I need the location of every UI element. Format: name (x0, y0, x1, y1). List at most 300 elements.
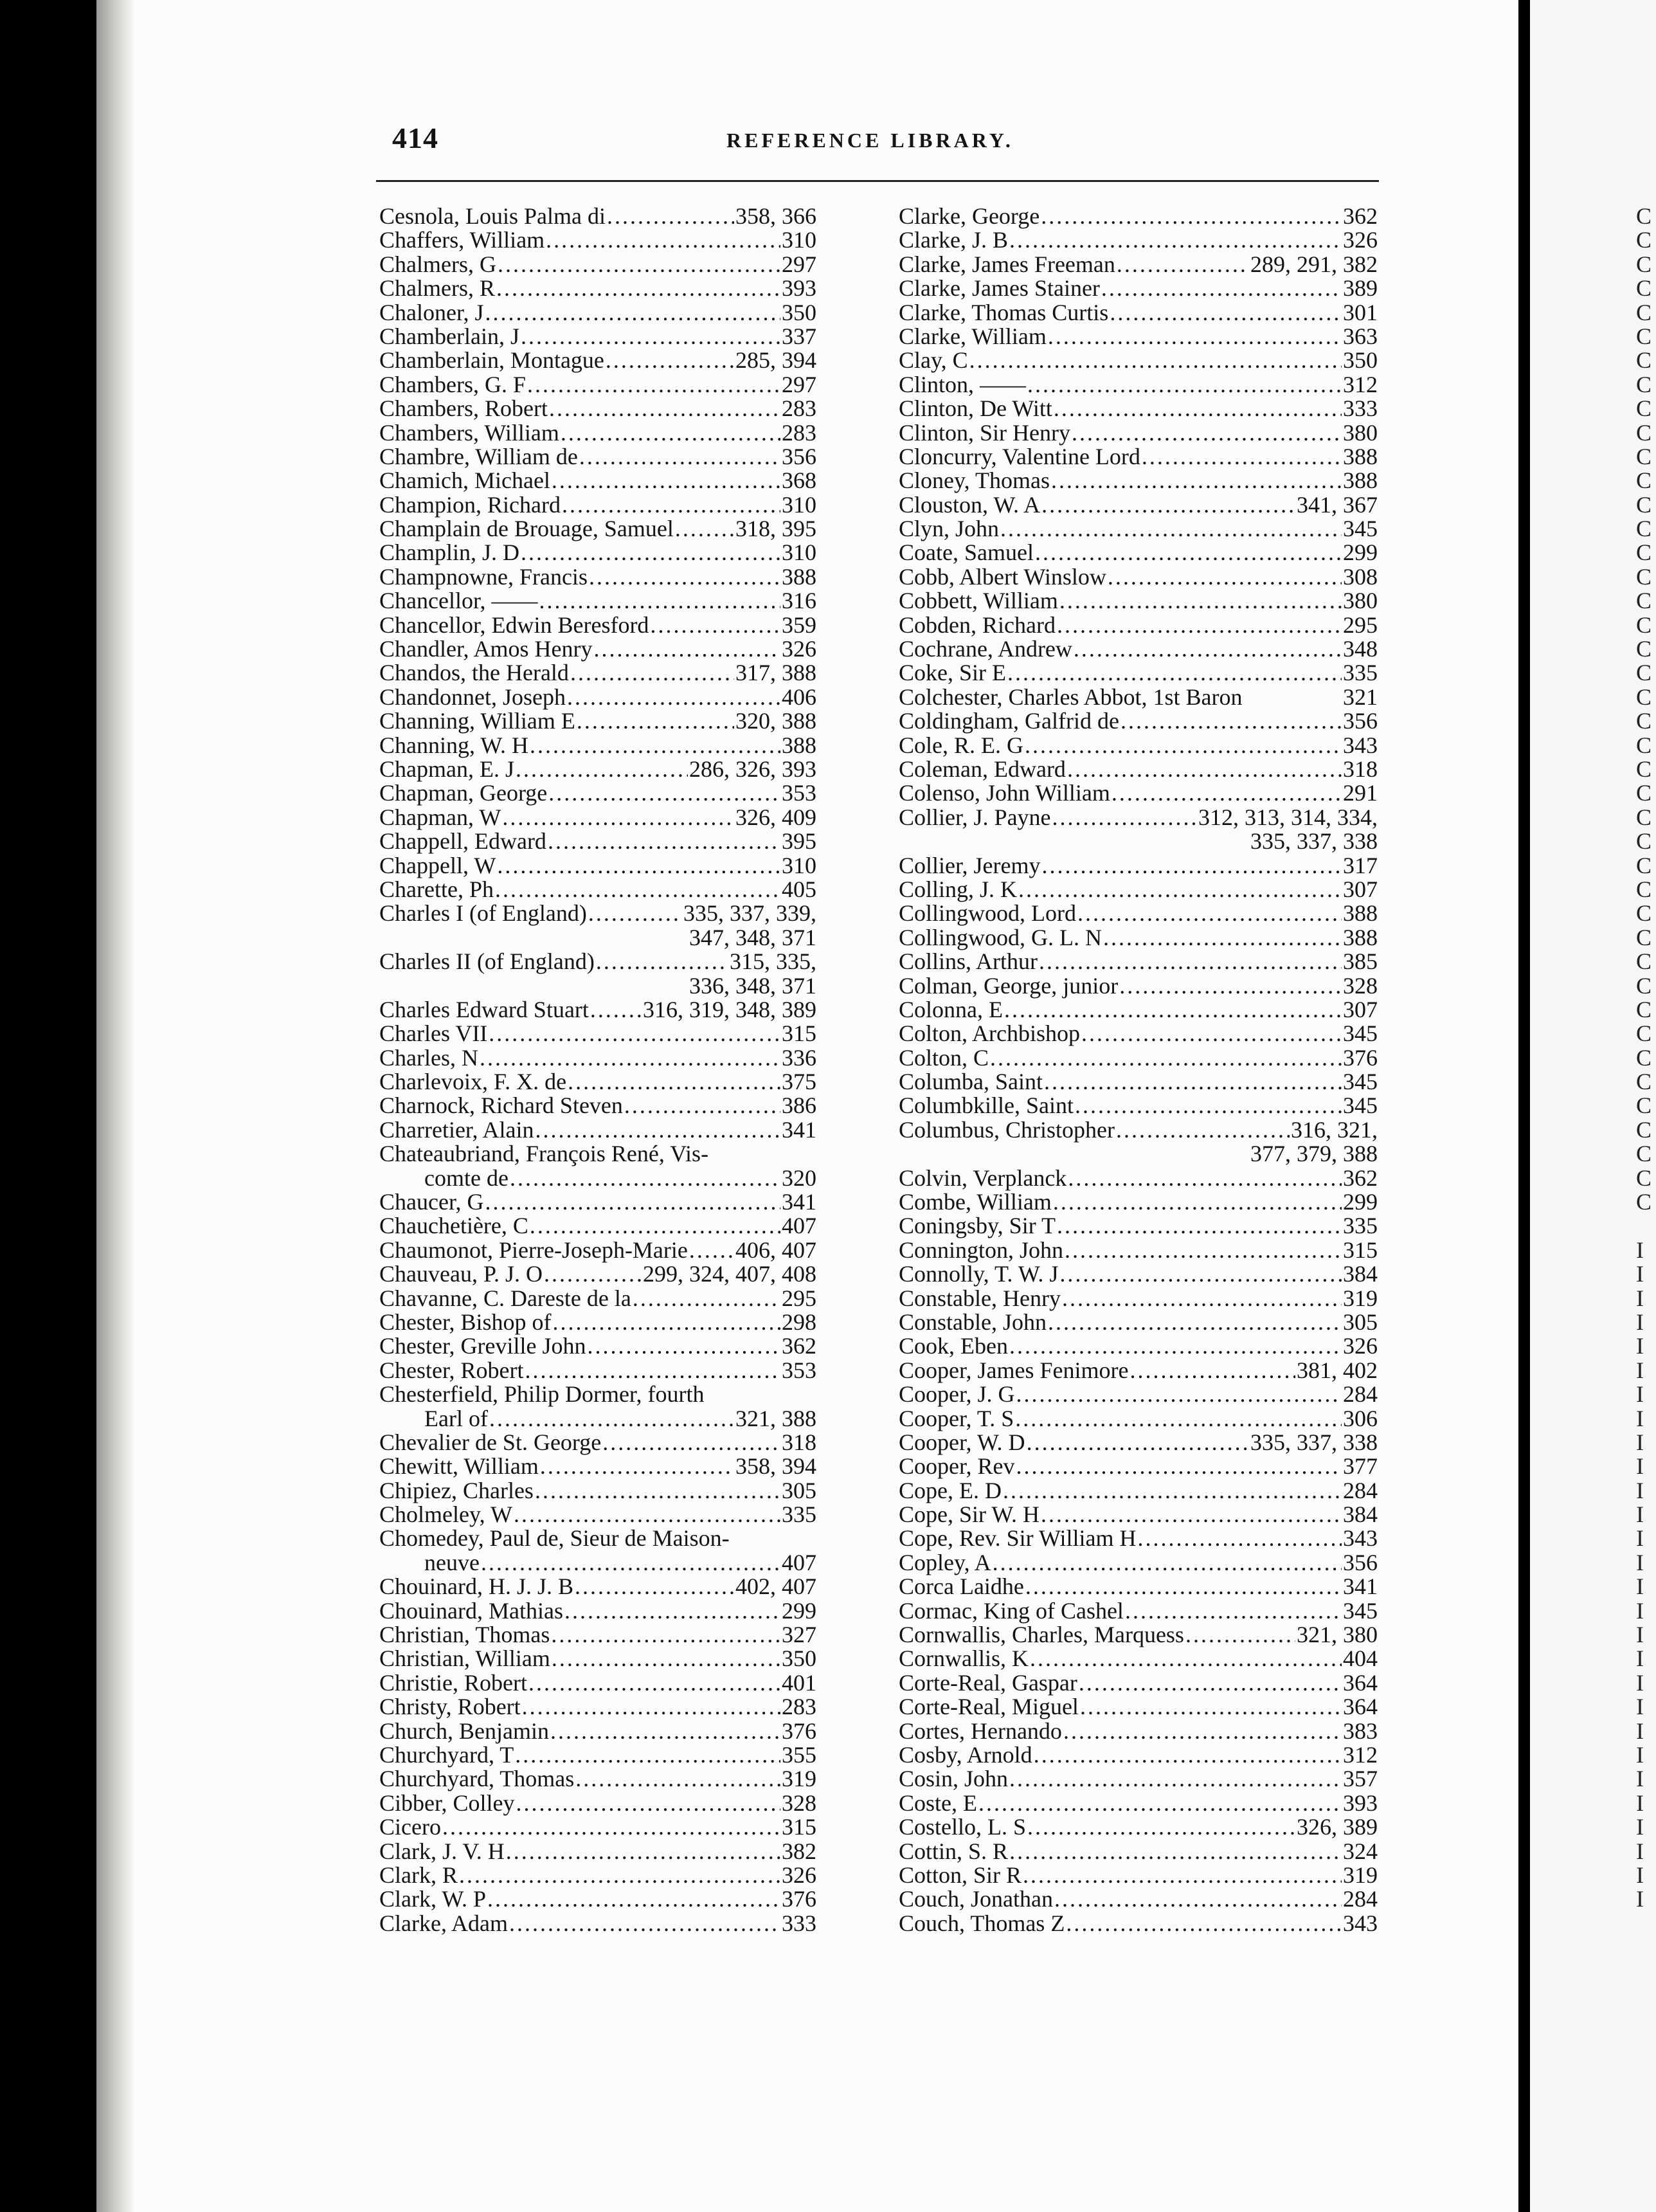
index-entry-name: Chamberlain, J (379, 323, 519, 349)
leader-dots (1027, 1815, 1295, 1839)
index-entry-name: Chevalier de St. George (379, 1429, 602, 1455)
index-entry (899, 1695, 1378, 1719)
index-entry (379, 830, 816, 853)
leader-dots (1009, 228, 1342, 252)
index-entry (899, 878, 1378, 902)
index-entry (899, 613, 1378, 637)
leader-dots (602, 1431, 780, 1455)
edge-letter: I (1636, 1886, 1644, 1912)
index-entry (899, 1503, 1378, 1527)
edge-letter: I (1636, 1838, 1644, 1864)
index-entry-pages: 359 (782, 612, 816, 638)
index-entry-name: Charette, Ph (379, 876, 494, 902)
index-entry-pages: 345 (1343, 1597, 1378, 1624)
index-entry-pages: 283 (782, 395, 816, 422)
index-entry-pages: 335, 337, 338 (1250, 828, 1378, 855)
index-entry (379, 1022, 816, 1046)
index-entry (379, 1382, 816, 1406)
index-entry (379, 1238, 816, 1262)
index-entry (379, 1479, 816, 1503)
index-entry-pages: 335 (782, 1501, 816, 1528)
leader-dots (1125, 1599, 1342, 1623)
index-entry (379, 445, 816, 469)
leader-dots (502, 806, 734, 830)
index-entry-name: Cloney, Thomas (899, 467, 1050, 494)
edge-letter: I (1636, 1453, 1644, 1480)
index-entry (899, 1599, 1378, 1623)
edge-letter: C (1636, 467, 1652, 494)
index-entry-name: Colenso, John William (899, 780, 1110, 806)
index-entry (379, 734, 816, 757)
index-entry-name: Clarke, Adam (379, 1910, 508, 1936)
index-entry-name: Connolly, T. W. J (899, 1261, 1059, 1287)
index-entry-name: Cobb, Albert Winslow (899, 563, 1106, 590)
index-entry-pages: 362 (1343, 1165, 1378, 1191)
edge-letter: C (1636, 876, 1652, 902)
index-entry (379, 1863, 816, 1887)
index-entry (379, 1912, 816, 1936)
index-entry-name: Chester, Robert (379, 1357, 524, 1383)
index-entry-pages: 395 (782, 828, 816, 855)
edge-letter: I (1636, 1477, 1644, 1503)
edge-letter: C (1636, 732, 1652, 758)
index-entry-pages: 383 (1343, 1718, 1378, 1744)
leader-dots (1041, 204, 1342, 228)
index-entry (379, 685, 816, 709)
index-entry-pages: 326 (1343, 1333, 1378, 1359)
index-entry-pages: 343 (1343, 1910, 1378, 1936)
leader-dots (606, 349, 734, 372)
index-entry-name: Collier, Jeremy (899, 852, 1041, 878)
index-entry-pages: 356 (1343, 708, 1378, 734)
leader-dots (546, 228, 780, 252)
index-entry-name: Chapman, George (379, 780, 548, 806)
index-entry-name: Clarke, William (899, 323, 1047, 349)
index-entry (379, 1743, 816, 1767)
leader-dots (590, 998, 642, 1022)
leader-dots (589, 565, 780, 589)
index-entry-pages: 388 (1343, 467, 1378, 494)
leader-dots (1052, 806, 1197, 830)
index-entry-name: Champnowne, Francis (379, 563, 588, 590)
index-entry-name: Cochrane, Andrew (899, 636, 1072, 662)
index-entry-name: Clouston, W. A (899, 491, 1041, 518)
index-entry-pages: 357 (1343, 1766, 1378, 1792)
index-entry-pages: 362 (1343, 203, 1378, 229)
index-entry-pages: 283 (782, 419, 816, 446)
index-entry-name: Chambers, William (379, 419, 559, 446)
edge-letter: C (1636, 948, 1652, 975)
leader-dots (1027, 373, 1342, 397)
leader-dots (1130, 1359, 1296, 1382)
index-entry-pages: 376 (782, 1718, 816, 1744)
leader-dots (1044, 1070, 1342, 1094)
index-entry (379, 1887, 816, 1911)
index-entry-name: Chambre, William de (379, 443, 578, 469)
index-entry-pages: 299 (1343, 1189, 1378, 1215)
edge-letter: C (1636, 443, 1652, 469)
index-entry-pages: 284 (1343, 1381, 1378, 1408)
index-entry-name: Corte-Real, Miguel (899, 1694, 1079, 1720)
leader-dots (650, 613, 780, 637)
index-entry-name: Clarke, James Stainer (899, 275, 1100, 302)
index-entry-pages: 305 (782, 1477, 816, 1503)
index-entry (899, 950, 1378, 974)
leader-dots (549, 397, 780, 421)
index-entry (379, 902, 816, 925)
index-entry-pages: 389 (1343, 275, 1378, 302)
index-entry (379, 1647, 816, 1671)
index-entry-pages: 353 (782, 1357, 816, 1383)
index-entry-pages: 353 (782, 780, 816, 806)
index-entry-pages: 316, 319, 348, 389 (643, 996, 816, 1022)
index-entry-pages: 318 (1343, 756, 1378, 782)
index-entry-name: Champlain de Brouage, Samuel (379, 516, 674, 542)
index-entry (899, 1791, 1378, 1815)
leader-dots (993, 1551, 1342, 1575)
leader-dots (1025, 734, 1342, 757)
index-entry-pages: 328 (782, 1790, 816, 1816)
index-entry-name: Couch, Thomas Z (899, 1910, 1065, 1936)
leader-dots (1063, 1719, 1342, 1743)
running-head: REFERENCE LIBRARY. (726, 129, 1014, 152)
index-entry (899, 589, 1378, 613)
leader-dots (561, 421, 780, 445)
index-entry-pages: 326 (1343, 227, 1378, 253)
edge-letter: C (1636, 323, 1652, 349)
index-entry-pages: 335 (1343, 660, 1378, 686)
leader-dots (1077, 902, 1342, 925)
leader-dots (521, 325, 780, 349)
index-entry (379, 1551, 816, 1575)
leader-dots (1116, 1118, 1290, 1142)
index-entry (379, 1310, 816, 1334)
index-entry-pages: 315 (782, 1020, 816, 1047)
leader-dots (570, 661, 734, 685)
index-entry (899, 974, 1378, 998)
index-entry-name: Chappell, W (379, 852, 496, 878)
edge-letter: C (1636, 347, 1652, 374)
edge-letter: I (1636, 1309, 1644, 1335)
index-entry (379, 204, 816, 228)
index-entry-pages: 333 (1343, 395, 1378, 422)
leader-dots (1041, 1503, 1342, 1527)
leader-dots (506, 1840, 780, 1863)
index-entry-pages: 381, 402 (1297, 1357, 1378, 1383)
index-entry (899, 1238, 1378, 1262)
index-entry-name: Churchyard, Thomas (379, 1766, 575, 1792)
index-entry-pages: 306 (1343, 1405, 1378, 1431)
leader-dots (1119, 974, 1342, 998)
edge-letter: C (1636, 924, 1652, 950)
leader-dots (514, 1503, 780, 1527)
leader-dots (510, 1166, 780, 1190)
leader-dots (579, 445, 780, 469)
index-entry (899, 926, 1378, 950)
leader-dots (1000, 517, 1342, 541)
index-entry (899, 1527, 1378, 1550)
index-entry (899, 1022, 1378, 1046)
leader-dots (1003, 1479, 1342, 1503)
index-entry (899, 1671, 1378, 1695)
index-entry-name: Charnock, Richard Steven (379, 1092, 623, 1119)
index-entry (899, 902, 1378, 925)
edge-letter: I (1636, 1718, 1644, 1744)
edge-letter: C (1636, 1092, 1652, 1119)
index-entry (899, 1334, 1378, 1358)
index-entry (899, 781, 1378, 805)
index-entry-pages: 310 (782, 539, 816, 566)
edge-letter: C (1636, 203, 1652, 229)
index-entry-pages: 350 (782, 1645, 816, 1672)
index-entry-name: Channing, W. H (379, 732, 529, 758)
index-entry-pages: 401 (782, 1669, 816, 1696)
leader-dots (535, 1118, 780, 1142)
index-entry-pages: 321, 388 (735, 1405, 816, 1431)
index-entry (379, 228, 816, 252)
index-entry-pages: 317, 388 (735, 660, 816, 686)
index-entry (379, 1671, 816, 1695)
index-entry (899, 854, 1378, 878)
index-entry-pages: 362 (782, 1333, 816, 1359)
index-entry-pages: 315 (782, 1814, 816, 1840)
index-entry-pages: 406 (782, 684, 816, 710)
leader-dots (497, 854, 780, 878)
leader-dots (525, 1359, 780, 1382)
index-entry-name: Chauveau, P. J. O (379, 1261, 543, 1287)
edge-letter: C (1636, 395, 1652, 422)
leader-dots (1048, 325, 1342, 349)
edge-letter: I (1636, 1405, 1644, 1431)
index-entry-name: Collier, J. Payne (899, 804, 1051, 830)
index-entry-name: Charles Edward Stuart (379, 996, 589, 1022)
index-entry (379, 1575, 816, 1599)
index-entry-name: Cornwallis, K (899, 1645, 1029, 1672)
leader-dots (1035, 541, 1342, 565)
index-entry-name: Christy, Robert (379, 1694, 521, 1720)
index-entry-pages: 404 (1343, 1645, 1378, 1672)
leader-dots (1053, 1190, 1342, 1214)
leader-dots (552, 469, 780, 493)
index-entry (899, 541, 1378, 565)
edge-letter: I (1636, 1862, 1644, 1888)
leader-dots (442, 1815, 780, 1839)
index-entry-name: Columbus, Christopher (899, 1116, 1115, 1143)
leader-dots (1009, 1334, 1342, 1358)
index-entry-pages: 388 (782, 563, 816, 590)
index-entry-name: Cloncurry, Valentine Lord (899, 443, 1140, 469)
index-entry (379, 806, 816, 830)
leader-dots (1009, 1840, 1342, 1863)
leader-dots (1023, 1863, 1342, 1887)
index-entry-pages: 295 (1343, 612, 1378, 638)
index-entry-pages: 388 (782, 732, 816, 758)
index-entry-name: Couch, Jonathan (899, 1886, 1053, 1912)
index-entry-pages: 312, 313, 314, 334, (1198, 804, 1378, 830)
index-entry-name: Clarke, George (899, 203, 1040, 229)
index-entry-pages: 336 (782, 1044, 816, 1071)
index-entry (899, 1359, 1378, 1382)
index-entry (379, 1527, 816, 1550)
index-entry (899, 301, 1378, 325)
index-entry-name: Connington, John (899, 1237, 1064, 1263)
leader-dots (515, 1743, 780, 1767)
index-entry-name: Cosby, Arnold (899, 1742, 1032, 1768)
index-entry-pages: 356 (1343, 1549, 1378, 1575)
index-entry (899, 565, 1378, 589)
index-entry-pages: 285, 394 (735, 347, 816, 374)
index-entry (899, 1407, 1378, 1431)
edge-letter: I (1636, 1285, 1644, 1311)
index-entry-name: Channing, William E (379, 708, 575, 734)
leader-dots (553, 1310, 780, 1334)
index-entry-pages: 343 (1343, 732, 1378, 758)
index-entry-name: Chandler, Amos Henry (379, 636, 593, 662)
leader-dots (498, 253, 780, 276)
edge-letter: I (1636, 1790, 1644, 1816)
index-entry (899, 1166, 1378, 1190)
index-entry-pages: 316 (782, 588, 816, 614)
index-entry-name: Clark, R (379, 1862, 458, 1888)
edge-letter: C (1636, 852, 1652, 878)
index-entry-pages: 380 (1343, 419, 1378, 446)
index-entry-pages: 376 (1343, 1044, 1378, 1071)
leader-dots (1025, 1575, 1342, 1599)
leader-dots (1009, 1767, 1342, 1791)
index-entry-pages: 407 (782, 1213, 816, 1239)
index-entry (379, 661, 816, 685)
edge-letter: C (1636, 275, 1652, 302)
leader-dots (544, 1262, 642, 1286)
index-entry-pages: 355 (782, 1742, 816, 1768)
leader-dots (540, 1455, 734, 1478)
index-entry (379, 950, 816, 974)
edge-letter: I (1636, 1501, 1644, 1528)
index-entry-name: Cortes, Hernando (899, 1718, 1062, 1744)
leader-dots (1068, 1166, 1342, 1190)
index-entry-name: Charlevoix, F. X. de (379, 1069, 567, 1095)
index-entry (899, 998, 1378, 1022)
index-entry-pages: 393 (1343, 1790, 1378, 1816)
index-entry-name: Copley, A (899, 1549, 991, 1575)
edge-letter: C (1636, 708, 1652, 734)
edge-letter: C (1636, 1020, 1652, 1047)
leader-dots (516, 757, 688, 781)
leader-dots (1048, 1310, 1342, 1334)
leader-dots (564, 1599, 780, 1623)
leader-dots (607, 204, 734, 228)
index-entry (379, 1840, 816, 1863)
index-entry-name: Cobden, Richard (899, 612, 1056, 638)
index-entry-name: Constable, John (899, 1309, 1047, 1335)
index-entry (899, 1046, 1378, 1070)
index-entry-name: Chalmers, G (379, 251, 496, 277)
index-entry-pages: 386 (782, 1092, 816, 1119)
index-entry-name: Cope, Sir W. H (899, 1501, 1040, 1528)
edge-letter: C (1636, 371, 1652, 397)
edge-letter: I (1636, 1814, 1644, 1840)
leader-dots (594, 637, 780, 661)
leader-dots (527, 373, 780, 397)
leader-dots (1075, 1094, 1342, 1118)
index-entry-pages: 345 (1343, 1092, 1378, 1119)
index-entry-pages: 327 (782, 1622, 816, 1648)
index-entry-name: Cormac, King of Cashel (899, 1597, 1124, 1624)
index-entry (899, 469, 1378, 493)
index-entry-name: Columba, Saint (899, 1069, 1043, 1095)
index-entry-pages: 337 (782, 323, 816, 349)
leader-dots (969, 349, 1342, 372)
edge-letter: I (1636, 1742, 1644, 1768)
index-entry-name: neuve (424, 1549, 480, 1575)
index-entry-pages: 299 (1343, 539, 1378, 566)
leader-dots (1067, 757, 1342, 781)
index-entry-pages: 335 (1343, 1213, 1378, 1239)
index-entry-name: Chandos, the Herald (379, 660, 569, 686)
index-entry-name: comte de (424, 1165, 509, 1191)
edge-letter: C (1636, 539, 1652, 566)
index-entry-name: Chappell, Edward (379, 828, 546, 855)
index-entry-name: Clark, J. V. H (379, 1838, 505, 1864)
index-entry-name: Chomedey, Paul de, Sieur de Maison- (379, 1525, 730, 1552)
index-entry (899, 276, 1378, 300)
edge-letter: C (1636, 804, 1652, 830)
index-entry-pages: 317 (1343, 852, 1378, 878)
index-entry (899, 1887, 1378, 1911)
index-entry-name: Combe, William (899, 1189, 1052, 1215)
index-entry (899, 1382, 1378, 1406)
edge-letter: C (1636, 636, 1652, 662)
index-entry (379, 1503, 816, 1527)
index-entry-name: Cooper, James Fenimore (899, 1357, 1129, 1383)
leader-dots (1079, 1671, 1342, 1695)
index-entry-pages: 318 (782, 1429, 816, 1455)
edge-letter: C (1636, 660, 1652, 686)
index-entry-pages: 335, 337, 339, (683, 900, 816, 927)
index-entry-name: Coke, Sir E (899, 660, 1006, 686)
index-entry-pages: 335, 337, 338 (1250, 1429, 1378, 1455)
index-entry-name: Chancellor, Edwin Beresford (379, 612, 649, 638)
index-entry (379, 1094, 816, 1118)
index-entry-name: Chaucer, G (379, 1189, 484, 1215)
index-entry-pages: 307 (1343, 876, 1378, 902)
leader-dots (1103, 926, 1342, 950)
index-entry-pages: 358, 366 (735, 203, 816, 229)
index-entry-name: Chouinard, H. J. J. B (379, 1573, 574, 1600)
leader-dots (550, 1719, 780, 1743)
index-entry-name: Chaloner, J (379, 299, 484, 325)
index-entry (899, 445, 1378, 469)
index-entry (899, 830, 1378, 853)
index-entry-pages: 321 (1343, 684, 1378, 710)
index-entry-pages: 312 (1343, 371, 1378, 397)
leader-dots (485, 301, 780, 325)
index-entry (899, 421, 1378, 445)
leader-dots (480, 1046, 780, 1070)
index-entry-name: Colton, Archbishop (899, 1020, 1081, 1047)
edge-letter: C (1636, 684, 1652, 710)
index-entry (379, 325, 816, 349)
leader-dots (496, 276, 780, 300)
index-entry (379, 854, 816, 878)
leader-dots (1041, 493, 1295, 517)
index-entry (379, 926, 816, 950)
index-entry-pages: 345 (1343, 1069, 1378, 1095)
leader-dots (1059, 589, 1342, 613)
index-entry (899, 349, 1378, 372)
index-entry (899, 1647, 1378, 1671)
leader-dots (1051, 469, 1342, 493)
